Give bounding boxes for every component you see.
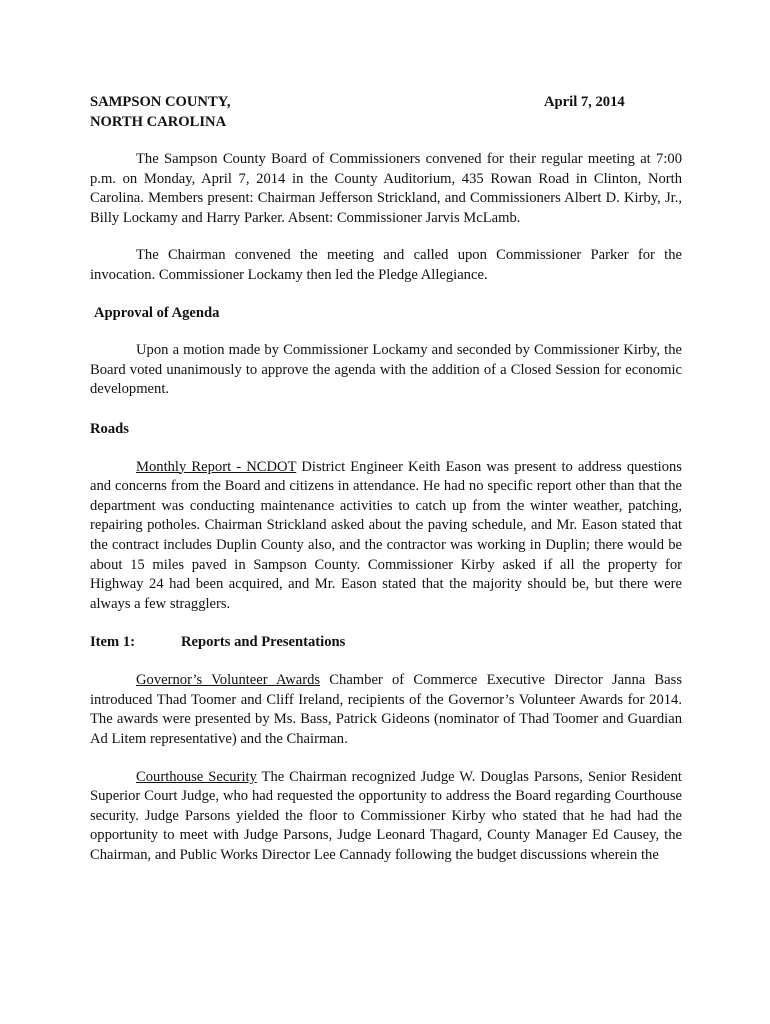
roads-heading: Roads xyxy=(90,420,129,437)
county-name: SAMPSON COUNTY, xyxy=(90,94,231,110)
volunteer-awards-paragraph xyxy=(90,671,682,749)
meeting-date: April 7, 2014 xyxy=(544,94,625,110)
ncdot-report-subtitle: Monthly Report - NCDOT xyxy=(136,458,297,475)
intro-paragraph: The Sampson County Board of Commissioners convened for their regular meeting at 7:00 p.m. on Monday, April 7, 2014 in the County Auditorium, 435 Rowan Road in Clinton, North Carolina. Members present: Chairman Jefferson Strickland, and Commissioners Albert D. Kirby, Jr., Billy Lockamy and Harry Parker. Absent: Commissioner Jarvis McLamb. xyxy=(90,151,682,226)
volunteer-awards-subtitle: Governor’s Volunteer Awards xyxy=(136,672,321,689)
agenda-paragraph: Upon a motion made by Commissioner Lockamy and seconded by Commissioner Kirby, the Board voted unanimously to approve the agenda with the addition of a Closed Session for economic development. xyxy=(90,342,682,398)
state-name: NORTH CAROLINA xyxy=(90,113,227,130)
roads-text: District Engineer Keith Eason was present to address questions and concerns from the Board and citizens in attendance. He had no specific report other than that the department was conducting maintenance activities to catch up from the winter weather, patching, repairing potholes. Chairman Strickland asked about the paving schedule, and Mr. Eason stated that the contract includes Duplin County also, and the contractor was working in Duplin; there would be about 15 miles paved in Sampson County. Commissioner Kirby asked if all the property for Highway 24 had been acquired, and Mr. Eason stated that the majority should be, but there were always a few stragglers. xyxy=(90,458,682,612)
invocation-paragraph: The Chairman convened the meeting and called upon Commissioner Parker for the invocation. Commissioner Lockamy then led the Pledge Allegiance. xyxy=(90,247,682,283)
volunteer-awards-text: Chamber of Commerce Executive Director Janna Bass introduced Thad Toomer and Cliff Ireland, recipients of the Governor’s Volunteer Awards for 2014. The awards were presented by Ms. Bass, Patrick Gideons (nominator of Thad Toomer and Guardian Ad Litem representative) and the Chairman. xyxy=(90,672,682,748)
item-title: Reports and Presentations xyxy=(181,634,346,651)
courthouse-security-text: The Chairman recognized Judge W. Douglas Parsons, Senior Resident Superior Court Judge, who had requested the opportunity to address the Board regarding Courthouse security. Judge Parsons yielded the floor to Commissioner Kirby who stated that he had had the opportunity to meet with Judge Parsons, Judge Leonard Thagard, County Manager Ed Causey, the Chairman, and Public Works Director Lee Cannady following the budget discussions wherein the xyxy=(90,768,682,864)
item1-heading xyxy=(90,633,682,653)
item-number: Item 1: xyxy=(90,634,135,651)
courthouse-security-subtitle: Courthouse Security xyxy=(136,768,257,785)
roads-paragraph xyxy=(90,458,682,615)
document-header xyxy=(90,93,682,133)
courthouse-security-paragraph xyxy=(90,768,682,866)
minutes-page xyxy=(90,93,682,866)
agenda-heading: Approval of Agenda xyxy=(94,304,220,321)
